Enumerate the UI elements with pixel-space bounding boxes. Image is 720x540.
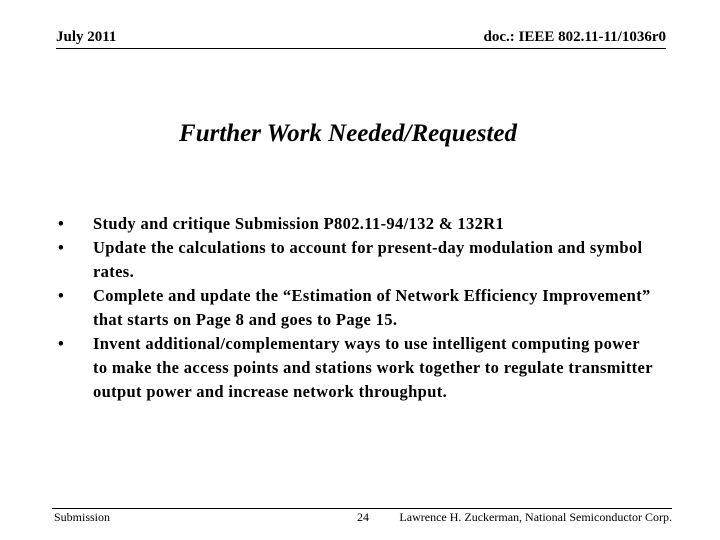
slide-title: Further Work Needed/Requested: [179, 120, 517, 147]
bullet-marker: •: [58, 334, 65, 353]
bullet-text: Study and critique Submission P802.11-94/132 & 132R1: [93, 214, 505, 233]
bullet-text: Invent additional/complementary ways to use intelligent computing power to make the access points and stations work together to regulate transmitter output power and increase network throughput.: [93, 334, 653, 401]
page-number: 24: [357, 510, 369, 524]
header-doc-id: doc.: IEEE 802.11-11/1036r0: [483, 29, 666, 45]
header-divider: [56, 48, 666, 49]
bullet-item: [56, 284, 656, 332]
bullet-marker: •: [58, 286, 65, 305]
footer-author: Lawrence H. Zuckerman, National Semiconductor Corp.: [399, 510, 672, 524]
bullet-list: [56, 212, 656, 404]
bullet-marker: •: [58, 238, 65, 257]
bullet-item: [56, 332, 656, 404]
bullet-marker: •: [58, 214, 65, 233]
footer-divider: [52, 508, 672, 509]
bullet-item: [56, 212, 656, 236]
bullet-item: [56, 236, 656, 284]
bullet-text: Update the calculations to account for present-day modulation and symbol rates.: [93, 238, 643, 281]
bullet-text: Complete and update the “Estimation of Network Efficiency Improvement” that starts on Page 8 and goes to Page 15.: [93, 286, 651, 329]
header-date: July 2011: [56, 29, 117, 45]
footer-submission: Submission: [54, 510, 111, 524]
